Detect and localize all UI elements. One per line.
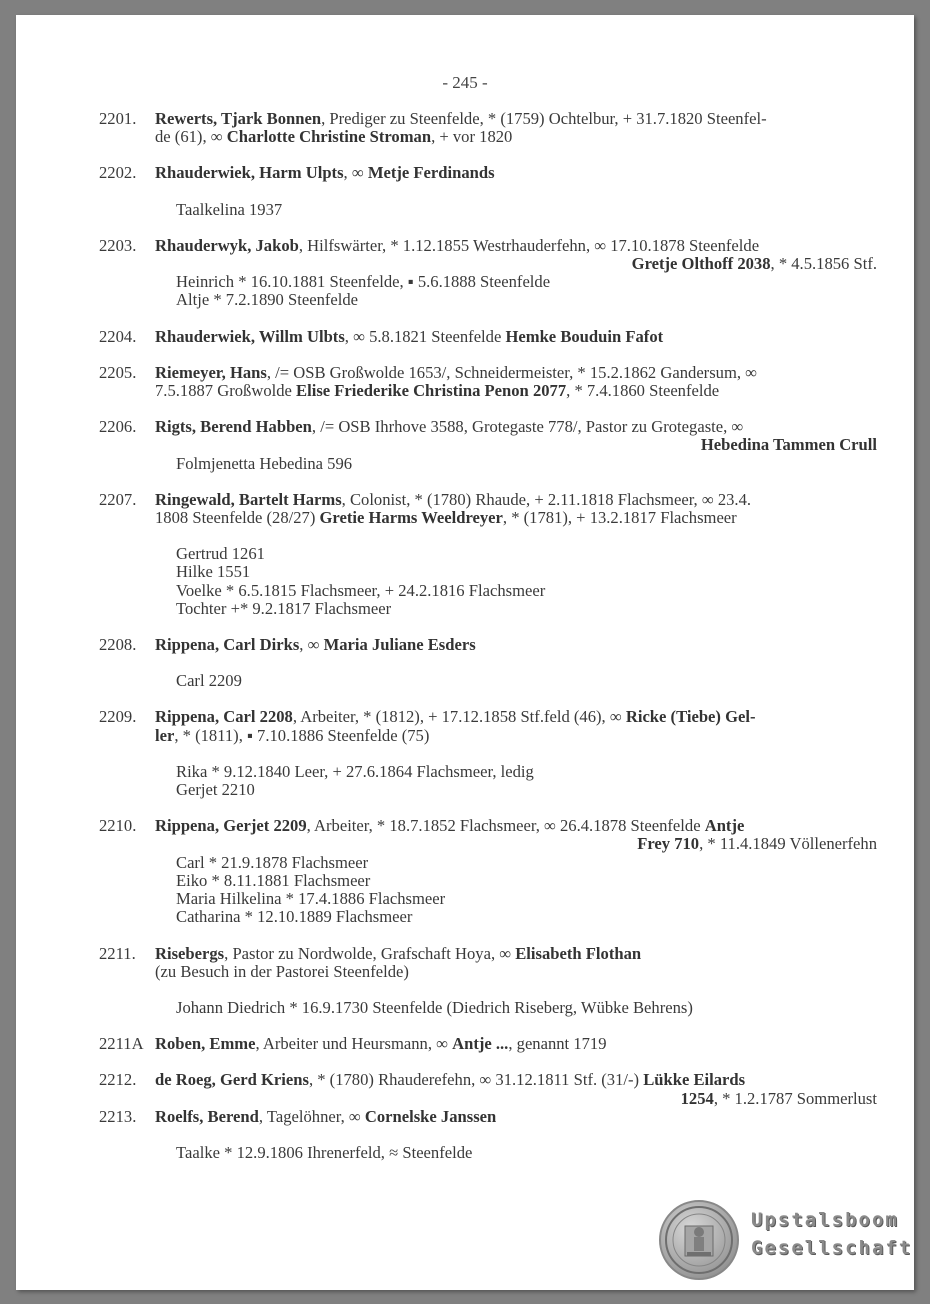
children-list bbox=[99, 545, 877, 618]
entry-line: Rippena, Carl 2208, Arbeiter, * (1812), + 17.12.1858 Stf.feld (46), ∞ Ricke (Tiebe) Gel- bbox=[155, 707, 756, 727]
page-number: - 245 - bbox=[442, 73, 488, 92]
children-list bbox=[99, 763, 877, 799]
entry-line: de Roeg, Gerd Kriens, * (1780) Rhauderefehn, ∞ 31.12.1811 Stf. (31/-) Lükke Eilards bbox=[155, 1070, 746, 1090]
entry-2210 bbox=[99, 817, 877, 853]
child-line: Taalke * 12.9.1806 Ihrenerfeld, ≈ Steenfelde bbox=[176, 1142, 473, 1162]
child-line: Catharina * 12.10.1889 Flachsmeer bbox=[176, 907, 413, 927]
entry-number: 2206. bbox=[99, 417, 137, 437]
child-line: Carl * 21.9.1878 Flachsmeer bbox=[176, 852, 369, 872]
children-list bbox=[99, 1144, 877, 1162]
child-line: Maria Hilkelina * 17.4.1886 Flachsmeer bbox=[176, 889, 446, 909]
child-line: Gerjet 2210 bbox=[176, 780, 255, 800]
entry-number: 2211. bbox=[99, 943, 136, 963]
entry-line: Gretje Olthoff 2038, * 4.5.1856 Stf. bbox=[631, 254, 877, 274]
entry-2203 bbox=[99, 237, 877, 273]
entry-line: 1808 Steenfelde (28/27) Gretie Harms Weeldreyer, * (1781), + 13.2.1817 Flachsmeer bbox=[155, 508, 737, 528]
entry-number: 2213. bbox=[99, 1106, 137, 1126]
logo-text bbox=[751, 1206, 912, 1262]
society-logo bbox=[659, 1200, 919, 1280]
child-line: Tochter +* 9.2.1817 Flachsmeer bbox=[176, 598, 392, 618]
entry-line: Rigts, Berend Habben, /= OSB Ihrhove 3588, Grotegaste 778/, Pastor zu Grotegaste, ∞ bbox=[155, 417, 744, 437]
child-line: Altje * 7.2.1890 Steenfelde bbox=[176, 290, 359, 310]
entry-line: Hebedina Tammen Crull bbox=[700, 435, 877, 455]
child-line: Voelke * 6.5.1815 Flachsmeer, + 24.2.1816 Flachsmeer bbox=[176, 580, 546, 600]
entry-2204 bbox=[99, 328, 877, 346]
entry-line: Roelfs, Berend, Tagelöhner, ∞ Cornelske Janssen bbox=[155, 1106, 497, 1126]
entry-number: 2208. bbox=[99, 635, 137, 655]
children-list bbox=[99, 273, 877, 309]
entry-line: Roben, Emme, Arbeiter und Heursmann, ∞ Antje ..., genannt 1719 bbox=[155, 1034, 607, 1054]
child-line: Hilke 1551 bbox=[176, 562, 251, 582]
entry-number: 2202. bbox=[99, 163, 137, 183]
seal-icon bbox=[659, 1200, 739, 1280]
child-line: Eiko * 8.11.1881 Flachsmeer bbox=[176, 870, 371, 890]
entry-line: Rhauderwyk, Jakob, Hilfswärter, * 1.12.1855 Westrhauderfehn, ∞ 17.10.1878 Steenfelde bbox=[155, 235, 760, 255]
entry-number: 2204. bbox=[99, 326, 137, 346]
entry-line: Risebergs, Pastor zu Nordwolde, Grafschaft Hoya, ∞ Elisabeth Flothan bbox=[155, 943, 642, 963]
entry-2207 bbox=[99, 491, 877, 527]
child-line: Heinrich * 16.10.1881 Steenfelde, ▪ 5.6.1888 Steenfelde bbox=[176, 272, 551, 292]
entry-number: 2201. bbox=[99, 109, 137, 128]
entry-number: 2205. bbox=[99, 362, 137, 382]
child-line: Gertrud 1261 bbox=[176, 544, 265, 564]
child-line: Carl 2209 bbox=[176, 671, 242, 691]
entry-2212 bbox=[99, 1071, 877, 1107]
entry-line: Rippena, Carl Dirks, ∞ Maria Juliane Esders bbox=[155, 635, 476, 655]
entry-line: 1254, * 1.2.1787 Sommerlust bbox=[680, 1088, 877, 1108]
entry-2201 bbox=[99, 110, 877, 146]
entry-number: 2211A bbox=[99, 1034, 144, 1054]
entry-2213 bbox=[99, 1108, 877, 1126]
entry-line: Rhauderwiek, Harm Ulpts, ∞ Metje Ferdinands bbox=[155, 163, 495, 183]
entry-line: Rhauderwiek, Willm Ulbts, ∞ 5.8.1821 Steenfelde Hemke Bouduin Fafot bbox=[155, 326, 664, 346]
child-line: Rika * 9.12.1840 Leer, + 27.6.1864 Flachsmeer, ledig bbox=[176, 761, 534, 781]
entry-number: 2203. bbox=[99, 235, 137, 255]
entry-2208 bbox=[99, 636, 877, 654]
entry-number: 2210. bbox=[99, 816, 137, 836]
child-line: Taalkelina 1937 bbox=[176, 199, 283, 219]
entry-line: Riemeyer, Hans, /= OSB Großwolde 1653/, Schneidermeister, * 15.2.1862 Gandersum, ∞ bbox=[155, 362, 757, 382]
entry-line: (zu Besuch in der Pastorei Steenfelde) bbox=[155, 961, 409, 981]
entry-2202 bbox=[99, 164, 877, 182]
entry-2211A bbox=[99, 1035, 877, 1053]
entry-line: 7.5.1887 Großwolde Elise Friederike Christina Penon 2077, * 7.4.1860 Steenfelde bbox=[155, 381, 720, 401]
entry-number: 2207. bbox=[99, 489, 137, 509]
child-line: Folmjenetta Hebedina 596 bbox=[176, 453, 353, 473]
children-list bbox=[99, 672, 877, 690]
entry-number: 2212. bbox=[99, 1070, 137, 1090]
logo-line-1: Upstalsboom bbox=[751, 1209, 899, 1231]
entry-2205 bbox=[99, 364, 877, 400]
entry-line: ler, * (1811), ▪ 7.10.1886 Steenfelde (75) bbox=[155, 725, 430, 745]
children-list bbox=[99, 455, 877, 473]
child-line: Johann Diedrich * 16.9.1730 Steenfelde (Diedrich Riseberg, Wübke Behrens) bbox=[176, 997, 693, 1017]
register-entries bbox=[99, 110, 877, 1162]
children-list bbox=[99, 854, 877, 927]
entry-line: Frey 710, * 11.4.1849 Völlenerfehn bbox=[637, 834, 877, 854]
entry-number: 2209. bbox=[99, 707, 137, 727]
logo-line-2: Gesellschaft bbox=[751, 1237, 913, 1259]
children-list bbox=[99, 999, 877, 1017]
entry-line: Rippena, Gerjet 2209, Arbeiter, * 18.7.1852 Flachsmeer, ∞ 26.4.1878 Steenfelde Antje bbox=[155, 816, 745, 836]
entry-2209 bbox=[99, 708, 877, 744]
entry-line: Rewerts, Tjark Bonnen, Prediger zu Steenfelde, * (1759) Ochtelbur, + 31.7.1820 Steenfel- bbox=[155, 109, 767, 128]
document-page bbox=[16, 15, 914, 1290]
entry-2211 bbox=[99, 945, 877, 981]
entry-line: Ringewald, Bartelt Harms, Colonist, * (1780) Rhaude, + 2.11.1818 Flachsmeer, ∞ 23.4. bbox=[155, 489, 752, 509]
children-list bbox=[99, 201, 877, 219]
entry-line: de (61), ∞ Charlotte Christine Stroman, + vor 1820 bbox=[155, 127, 513, 147]
entry-2206 bbox=[99, 418, 877, 454]
